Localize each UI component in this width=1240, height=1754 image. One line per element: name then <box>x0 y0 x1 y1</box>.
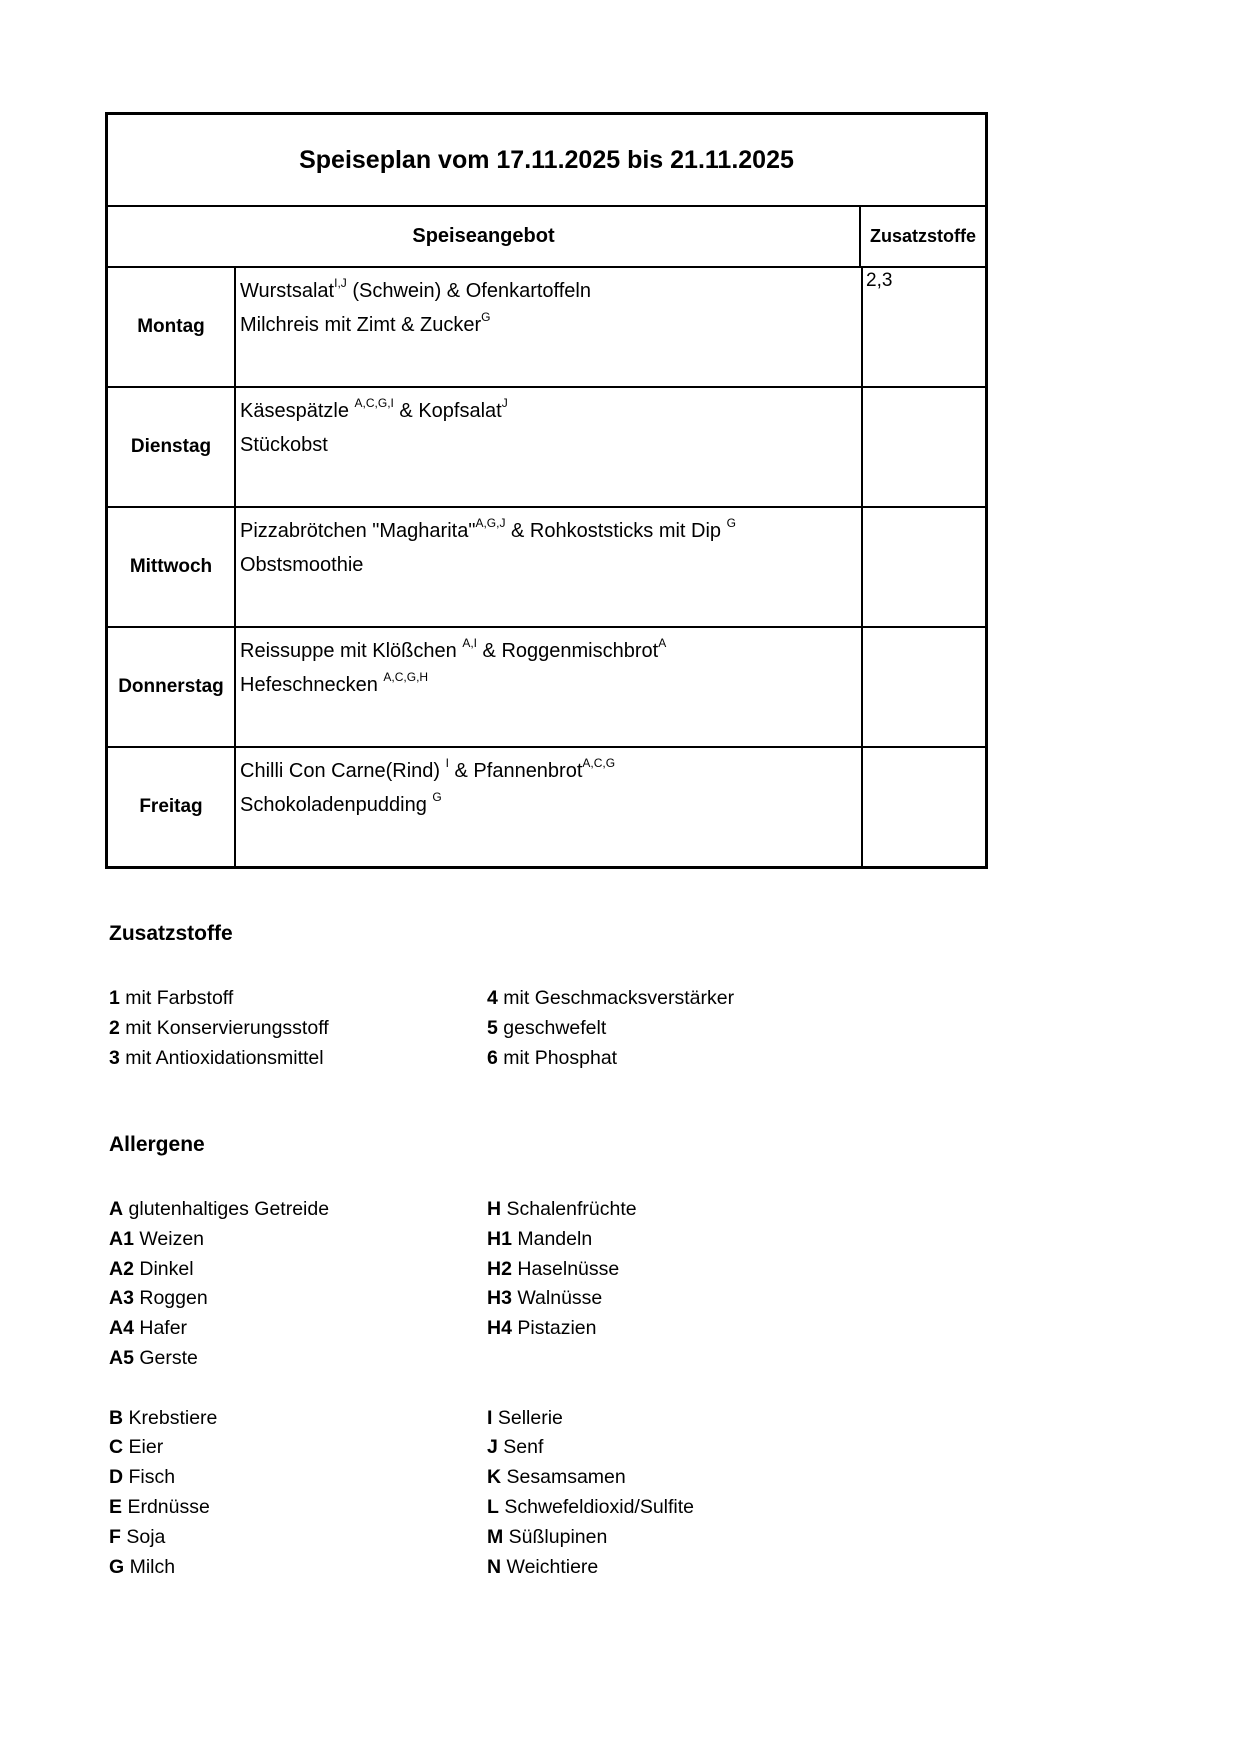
day-name: Freitag <box>108 748 236 866</box>
legend-item <box>487 1014 734 1044</box>
legend-label: Krebstiere <box>128 1406 218 1429</box>
day-rows <box>108 268 985 866</box>
additives-cell <box>861 748 985 866</box>
legend-code: J <box>487 1436 498 1459</box>
legend-item <box>109 1523 329 1553</box>
legend-spacer <box>487 1374 694 1404</box>
legend-code: C <box>109 1436 124 1459</box>
dish-line <box>240 634 857 668</box>
dish-line <box>240 668 857 702</box>
legend-item <box>109 1044 329 1074</box>
day-row-dienstag <box>108 388 985 508</box>
allergens-legend-right <box>487 1195 694 1582</box>
legend-label: glutenhaltiges Getreide <box>128 1198 330 1220</box>
day-row-freitag <box>108 748 985 866</box>
legend-code: A3 <box>109 1287 134 1310</box>
additives-heading: Zusatzstoffe <box>109 922 233 945</box>
legend-code: A <box>109 1198 124 1220</box>
additives-cell: 2,3 <box>861 268 985 386</box>
dish-text: & Kopfsalat <box>393 400 502 422</box>
legend-label: Hafer <box>139 1317 188 1340</box>
legend-label: Senf <box>503 1436 544 1459</box>
legend-item <box>487 1255 694 1285</box>
legend-item <box>109 1225 329 1255</box>
header-offer: Speiseangebot <box>412 225 555 247</box>
menu-header-row <box>108 207 985 268</box>
legend-label: Schwefeldioxid/Sulfite <box>504 1495 695 1518</box>
legend-label: Sellerie <box>497 1406 563 1429</box>
dish-line <box>240 274 857 308</box>
dish-text: Stückobst <box>240 434 328 456</box>
legend-code: A1 <box>109 1227 134 1250</box>
legend-code: 5 <box>487 1016 498 1039</box>
dish-text: & Pfannenbrot <box>448 760 583 782</box>
legend-item <box>109 1014 329 1044</box>
dish-text: Schokoladenpudding <box>240 794 433 816</box>
dish-text: Wurstsalat <box>240 280 335 302</box>
legend-label: Gerste <box>139 1346 198 1369</box>
legend-item <box>109 1255 329 1285</box>
legend-code: 4 <box>487 987 498 1009</box>
legend-code: 1 <box>109 987 120 1009</box>
dish-line <box>240 308 857 342</box>
allergen-codes: G <box>726 516 736 530</box>
additives-cell <box>861 508 985 626</box>
legend-label: Roggen <box>139 1287 208 1310</box>
legend-item <box>109 984 329 1014</box>
legend-item <box>487 1284 694 1314</box>
dish-line <box>240 394 857 428</box>
allergen-codes: A,I <box>462 636 477 650</box>
dish-text: Chilli Con Carne(Rind) <box>240 760 446 782</box>
allergen-codes: A,C,G,I <box>354 396 394 410</box>
dish-line <box>240 548 857 582</box>
allergen-codes: I <box>445 756 449 770</box>
legend-item <box>487 1195 694 1225</box>
dish-list <box>236 628 861 746</box>
legend-code: E <box>109 1495 123 1518</box>
legend-spacer <box>487 1344 694 1374</box>
legend-item <box>109 1344 329 1374</box>
day-name: Mittwoch <box>108 508 236 626</box>
dish-text: Milchreis mit Zimt & Zucker <box>240 314 482 336</box>
legend-code: D <box>109 1466 124 1489</box>
allergens-heading: Allergene <box>109 1133 205 1156</box>
dish-list <box>236 388 861 506</box>
legend-item <box>487 1523 694 1553</box>
legend-code: I <box>487 1406 493 1429</box>
legend-item <box>487 1433 694 1463</box>
legend-label: Walnüsse <box>517 1287 603 1310</box>
allergen-codes: A <box>658 636 667 650</box>
allergen-codes: I,J <box>334 276 347 290</box>
allergen-codes: J <box>501 396 508 410</box>
additives-legend-left <box>109 984 329 1073</box>
allergen-codes: A,G,J <box>475 516 506 530</box>
legend-label: Süßlupinen <box>508 1525 608 1548</box>
dish-list <box>236 268 861 386</box>
legend-label: Erdnüsse <box>127 1495 210 1518</box>
legend-label: Weizen <box>139 1227 205 1250</box>
dish-text: & Rohkoststicks mit Dip <box>505 520 727 542</box>
legend-item <box>487 1553 694 1583</box>
legend-item <box>487 984 734 1014</box>
allergens-legend-left <box>109 1195 329 1582</box>
legend-label: Eier <box>128 1436 164 1459</box>
menu-table <box>105 112 988 869</box>
dish-line <box>240 428 857 462</box>
legend-code: H2 <box>487 1257 512 1280</box>
legend-code: L <box>487 1495 499 1518</box>
day-name: Montag <box>108 268 236 386</box>
legend-item <box>487 1493 694 1523</box>
legend-code: H4 <box>487 1317 512 1340</box>
legend-label: Dinkel <box>139 1257 194 1280</box>
legend-code: A2 <box>109 1257 134 1280</box>
allergen-codes: A,C,G,H <box>383 670 429 684</box>
legend-item <box>109 1314 329 1344</box>
legend-item <box>487 1404 694 1434</box>
dish-text: & Roggenmischbrot <box>477 640 659 662</box>
legend-code: K <box>487 1466 502 1489</box>
day-row-montag <box>108 268 985 388</box>
legend-item <box>109 1463 329 1493</box>
legend-item <box>487 1225 694 1255</box>
day-name: Dienstag <box>108 388 236 506</box>
legend-code: A5 <box>109 1346 134 1369</box>
allergen-codes: A,C,G <box>582 756 616 770</box>
day-row-donnerstag <box>108 628 985 748</box>
legend-item <box>487 1314 694 1344</box>
legend-code: H1 <box>487 1227 512 1250</box>
legend-label: geschwefelt <box>503 1016 607 1039</box>
additives-cell <box>861 388 985 506</box>
legend-label: Milch <box>129 1555 176 1578</box>
legend-code: A4 <box>109 1317 134 1340</box>
legend-code: B <box>109 1406 124 1429</box>
legend-item <box>109 1493 329 1523</box>
dish-text: Reissuppe mit Klößchen <box>240 640 463 662</box>
dish-text: Obstsmoothie <box>240 554 364 576</box>
legend-label: Weichtiere <box>506 1555 599 1578</box>
legend-label: mit Geschmacksverstärker <box>503 987 735 1009</box>
legend-label: Pistazien <box>517 1317 597 1340</box>
legend-label: mit Phosphat <box>503 1046 618 1069</box>
legend-item <box>487 1044 734 1074</box>
legend-label: Schalenfrüchte <box>506 1198 637 1220</box>
legend-code: F <box>109 1525 121 1548</box>
legend-label: Haselnüsse <box>517 1257 620 1280</box>
legend-label: mit Antioxidationsmittel <box>125 1046 324 1069</box>
legend-item <box>109 1404 329 1434</box>
legend-label: mit Konservierungsstoff <box>125 1016 329 1039</box>
menu-title: Speiseplan vom 17.11.2025 bis 21.11.2025 <box>108 115 985 207</box>
day-name: Donnerstag <box>108 628 236 746</box>
legend-item <box>109 1195 329 1225</box>
legend-code: 3 <box>109 1046 120 1069</box>
legend-code: 2 <box>109 1016 120 1039</box>
allergen-codes: G <box>481 310 491 324</box>
dish-line <box>240 514 857 548</box>
legend-code: 6 <box>487 1046 498 1069</box>
legend-spacer <box>109 1374 329 1404</box>
additives-cell <box>861 628 985 746</box>
legend-label: mit Farbstoff <box>125 987 234 1009</box>
additives-legend-right <box>487 984 734 1073</box>
legend-code: M <box>487 1525 504 1548</box>
dish-line <box>240 754 857 788</box>
legend-code: H3 <box>487 1287 512 1310</box>
legend-code: H <box>487 1198 502 1220</box>
legend-item <box>109 1553 329 1583</box>
legend-label: Mandeln <box>517 1227 593 1250</box>
dish-text: (Schwein) & Ofenkartoffeln <box>346 280 591 302</box>
header-additives: Zusatzstoffe <box>859 207 985 266</box>
dish-text: Käsespätzle <box>240 400 355 422</box>
legend-item <box>109 1433 329 1463</box>
dish-list <box>236 748 861 866</box>
day-row-mittwoch <box>108 508 985 628</box>
legend-item <box>109 1284 329 1314</box>
dish-line <box>240 788 857 822</box>
legend-label: Fisch <box>128 1466 176 1489</box>
legend-label: Sesamsamen <box>506 1466 626 1489</box>
legend-item <box>487 1463 694 1493</box>
legend-code: G <box>109 1555 125 1578</box>
dish-text: Hefeschnecken <box>240 674 384 696</box>
dish-list <box>236 508 861 626</box>
allergen-codes: G <box>432 790 442 804</box>
legend-code: N <box>487 1555 502 1578</box>
dish-text: Pizzabrötchen "Magharita" <box>240 520 476 542</box>
legend-label: Soja <box>126 1525 166 1548</box>
